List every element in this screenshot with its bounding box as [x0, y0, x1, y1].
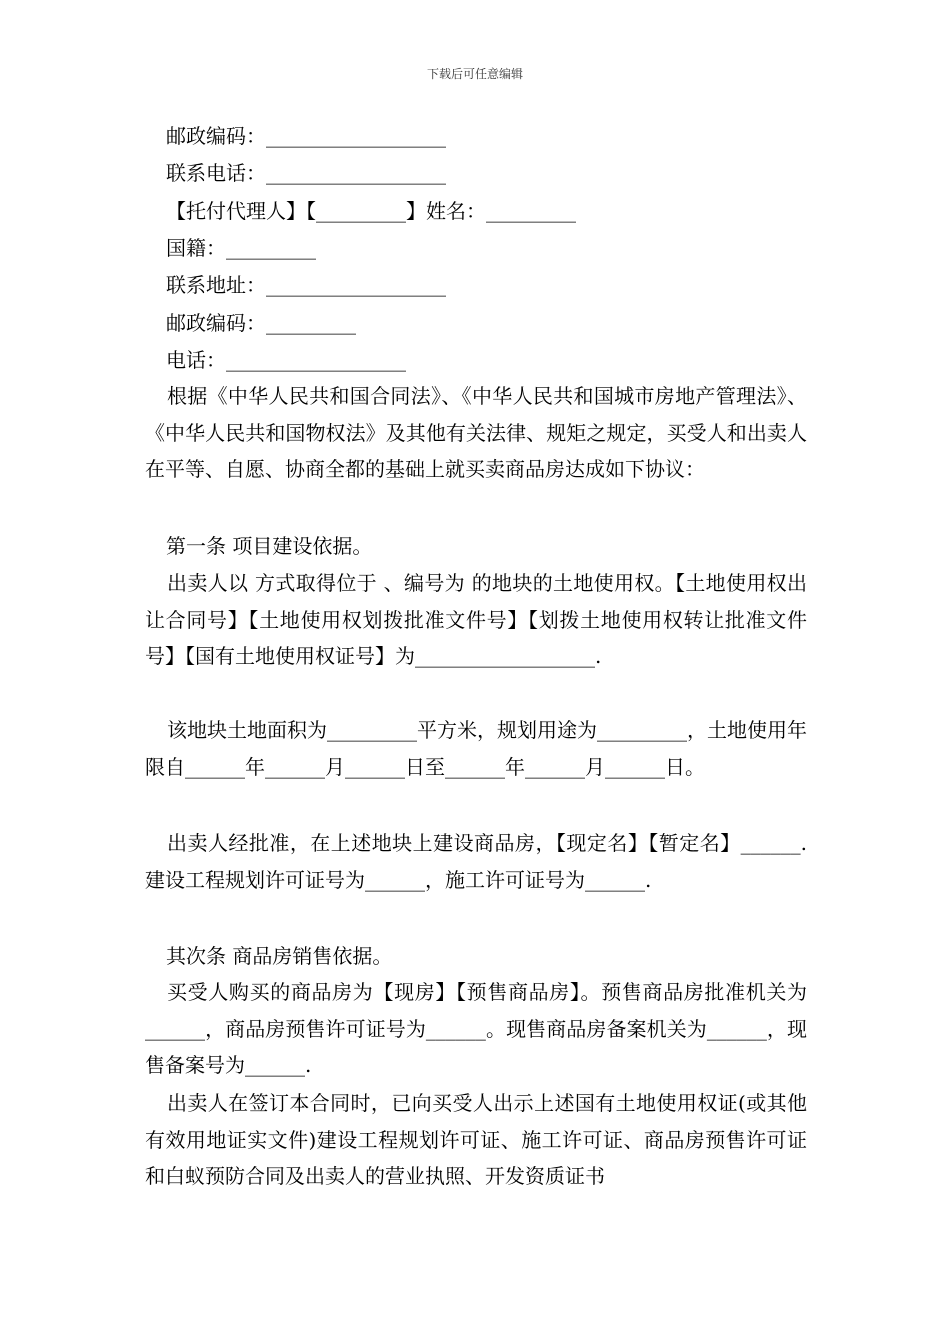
legal-basis-paragraph: 根据《中华人民共和国合同法》、《中华人民共和国城市房地产管理法》、《中华人民共和国物权法》及其他有关法律、规矩之规定，买受人和出卖人在平等、自愿、协商全都的基础上就买卖商品房达成如下协议： — [145, 384, 807, 481]
contact-address-line: 联系地址：__________________ — [166, 273, 446, 297]
article-two-heading: 其次条 商品房销售依据。 — [166, 944, 393, 968]
construction-permit-paragraph: 出卖人经批准，在上述地块上建设商品房，【现定名】【暂定名】______.建设工程规划许可证号为______，施工许可证号为______. — [145, 831, 807, 892]
nationality-line: 国籍：_________ — [166, 236, 316, 260]
contact-phone-line: 联系电话：__________________ — [166, 161, 446, 185]
sales-basis-paragraph: 买受人购买的商品房为【现房】【预售商品房】。预售商品房批准机关为______，商品房预售许可证号为______。现售商品房备案机关为______，现售备案号为______. — [145, 980, 807, 1077]
postal-code-line: 邮政编码：__________________ — [166, 124, 446, 148]
article-one-heading: 第一条 项目建设依据。 — [166, 534, 373, 558]
postal-code-line-2: 邮政编码：_________ — [166, 311, 356, 335]
seller-disclosure-paragraph: 出卖人在签订本合同时，已向买受人出示上述国有土地使用权证(或其他有效用地证实文件)建设工程规划许可证、施工许可证、商品房预售许可证和白蚁预防合同及出卖人的营业执照、开发资质证书 — [145, 1091, 807, 1188]
land-use-paragraph: 出卖人以 方式取得位于 、编号为 的地块的土地使用权。【土地使用权出让合同号】【土地使用权划拨批准文件号】【划拨土地使用权转让批准文件号】【国有土地使用权证号】为__________________. — [145, 571, 807, 668]
phone-line: 电话：__________________ — [166, 348, 406, 372]
page-header: 下载后可任意编辑 — [426, 67, 523, 81]
land-area-paragraph: 该地块土地面积为_________平方米，规划用途为_________，土地使用年限自______年______月______日至______年______月______日。 — [145, 718, 807, 779]
agent-name-line: 【托付代理人】【_________】姓名：_________ — [166, 199, 576, 223]
